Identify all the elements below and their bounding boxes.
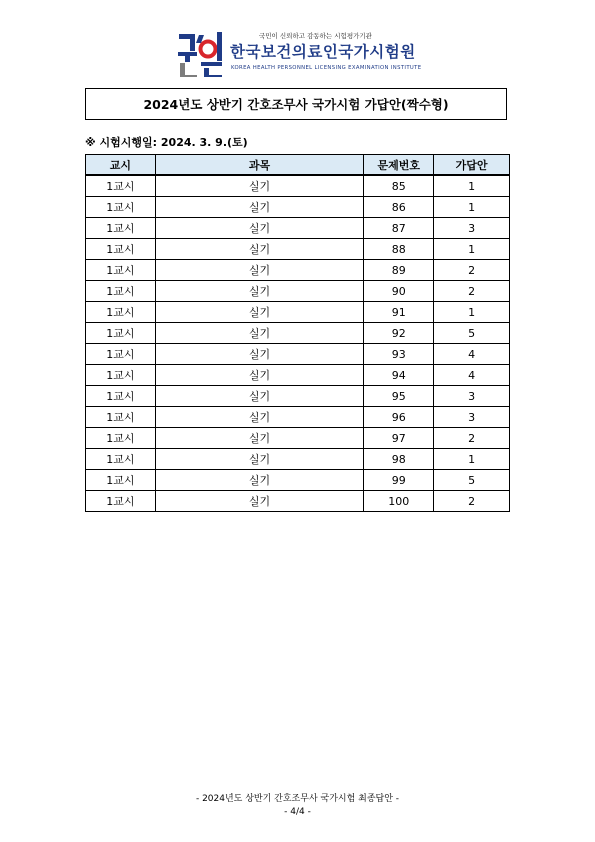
subject-cell: 실기 [155,197,363,218]
answer-cell: 5 [434,470,510,491]
logo-tagline: 국민이 신뢰하고 감동하는 시험평가기관 [259,32,372,40]
answer-cell: 4 [434,344,510,365]
answer-cell: 1 [434,197,510,218]
question-number-cell: 96 [364,407,434,428]
session-cell: 1교시 [86,323,156,344]
answer-cell: 4 [434,365,510,386]
question-number-cell: 91 [364,302,434,323]
answer-cell: 3 [434,386,510,407]
session-cell: 1교시 [86,428,156,449]
subject-cell: 실기 [155,175,363,197]
institute-logo [177,29,427,79]
question-number-cell: 94 [364,365,434,386]
question-number-cell: 90 [364,281,434,302]
page-number: - 4/4 - [284,807,311,817]
column-header-session: 교시 [86,155,156,176]
table-row [86,344,510,365]
table-row [86,260,510,281]
subject-cell: 실기 [155,407,363,428]
session-cell: 1교시 [86,407,156,428]
table-row [86,197,510,218]
session-cell: 1교시 [86,197,156,218]
subject-cell: 실기 [155,218,363,239]
question-number-cell: 92 [364,323,434,344]
session-cell: 1교시 [86,386,156,407]
table-row [86,175,510,197]
answer-cell: 2 [434,428,510,449]
table-header-row [86,155,510,176]
session-cell: 1교시 [86,281,156,302]
table-row [86,470,510,491]
session-cell: 1교시 [86,218,156,239]
column-header-subject: 과목 [155,155,363,176]
session-cell: 1교시 [86,239,156,260]
answer-cell: 2 [434,260,510,281]
table-row [86,281,510,302]
question-number-cell: 100 [364,491,434,512]
document-title: 2024년도 상반기 간호조무사 국가시험 가답안(짝수형) [85,88,507,120]
question-number-cell: 99 [364,470,434,491]
table-row [86,302,510,323]
subject-cell: 실기 [155,428,363,449]
table-row [86,428,510,449]
subject-cell: 실기 [155,386,363,407]
table-row [86,239,510,260]
subject-cell: 실기 [155,260,363,281]
session-cell: 1교시 [86,344,156,365]
session-cell: 1교시 [86,449,156,470]
subject-cell: 실기 [155,323,363,344]
session-cell: 1교시 [86,365,156,386]
question-number-cell: 85 [364,175,434,197]
answer-cell: 3 [434,407,510,428]
answer-table [85,154,510,512]
subject-cell: 실기 [155,449,363,470]
subject-cell: 실기 [155,344,363,365]
session-cell: 1교시 [86,302,156,323]
answer-cell: 1 [434,239,510,260]
column-header-question-number: 문제번호 [364,155,434,176]
answer-cell: 1 [434,449,510,470]
question-number-cell: 93 [364,344,434,365]
subject-cell: 실기 [155,239,363,260]
question-number-cell: 98 [364,449,434,470]
table-row [86,491,510,512]
table-row [86,323,510,344]
subject-cell: 실기 [155,491,363,512]
answer-cell: 5 [434,323,510,344]
kuksiwon-emblem-icon [177,31,223,77]
logo-institute-name: 한국보건의료인국가시험원 [230,43,416,61]
answer-cell: 1 [434,175,510,197]
table-row [86,386,510,407]
table-row [86,407,510,428]
session-cell: 1교시 [86,260,156,281]
session-cell: 1교시 [86,491,156,512]
subject-cell: 실기 [155,470,363,491]
logo-english-name: KOREA HEALTH PERSONNEL LICENSING EXAMINATION INSTITUTE [231,65,422,71]
column-header-answer: 가답안 [434,155,510,176]
answer-cell: 2 [434,281,510,302]
answer-cell: 1 [434,302,510,323]
subject-cell: 실기 [155,281,363,302]
question-number-cell: 86 [364,197,434,218]
footer-text: - 2024년도 상반기 간호조무사 국가시험 최종답안 - [195,794,400,804]
question-number-cell: 95 [364,386,434,407]
question-number-cell: 88 [364,239,434,260]
table-row [86,218,510,239]
question-number-cell: 97 [364,428,434,449]
exam-date: ※ 시험시행일: 2024. 3. 9.(토) [85,136,248,149]
question-number-cell: 87 [364,218,434,239]
answer-cell: 3 [434,218,510,239]
subject-cell: 실기 [155,302,363,323]
session-cell: 1교시 [86,175,156,197]
session-cell: 1교시 [86,470,156,491]
answer-cell: 2 [434,491,510,512]
subject-cell: 실기 [155,365,363,386]
question-number-cell: 89 [364,260,434,281]
table-row [86,449,510,470]
table-row [86,365,510,386]
